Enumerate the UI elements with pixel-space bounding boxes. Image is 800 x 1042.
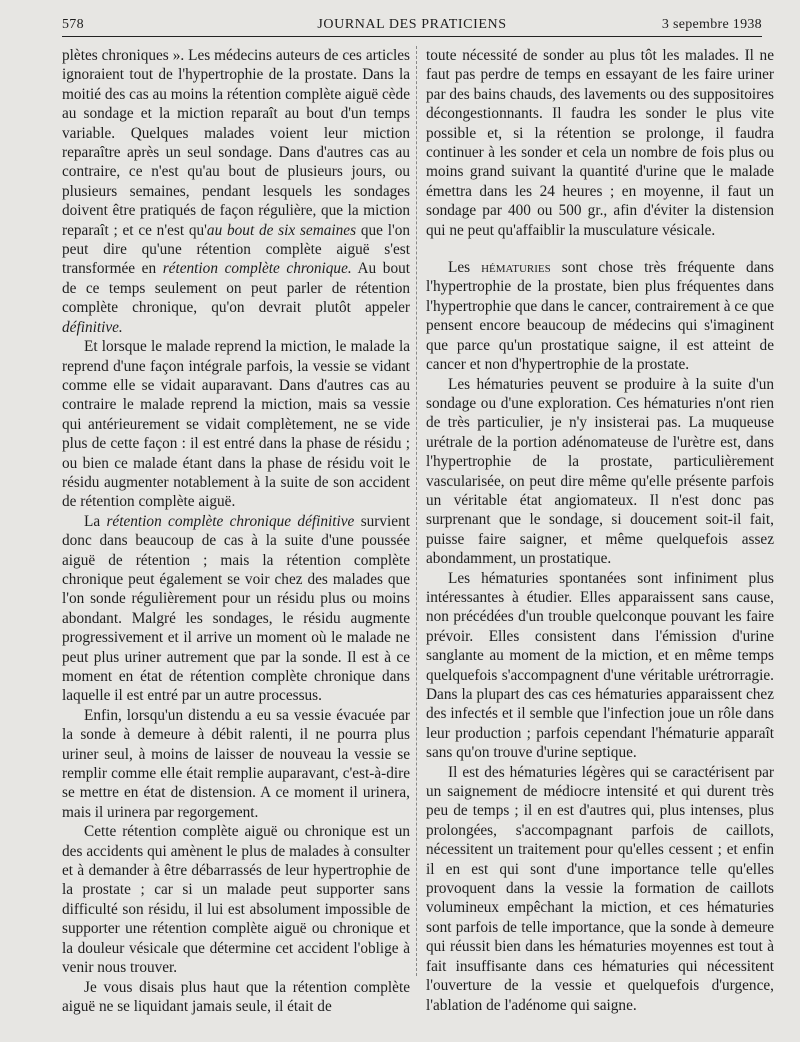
right-paragraph-5: Il est des hématuries légères qui se caractérisent par un saignement de médiocre intensité et qui durent très peu de temps ; il en est d'autres qui, plus intenses, plus prolongées, s'accompagnant parfois de caillots, nécessitent un traitement pour qu'elles cessent ; et enfin il en est qui sont d'une importance telle qu'elles provoquent dans la vessie la formation de caillots volumineux empêchant la miction, et ces hématuries sont parfois de telle importance, que la sonde à demeure qui réussit bien dans les hématuries moyennes est tout à fait insuffisante dans ces hématuries qui nécessitent l'ouverture de la vessie et quelquefois d'urgence, l'ablation de l'adénome qui saigne. xyxy=(426,763,774,1014)
text-run: sont chose très fréquente dans l'hypertrophie de la prostate, bien plus fréquentes dans l'hypertrophie que dans le cancer, contrairement à ce que pensent encore beaucoup de médecins qui s'imaginent que parce qu'un prostatique saigne, il est atteint de cancer et non d'hypertrophie de la prostate. xyxy=(426,259,774,374)
left-paragraph-6: Je vous disais plus haut que la rétention complète aiguë ne se liquidant jamais seule, il était de xyxy=(62,978,410,1015)
text-run: survient donc dans beaucoup de cas à la suite d'une poussée aiguë de rétention ; mais la rétention complète chronique peut également se voir chez des malades que l'on sonde régulièrement pour un résidu plus ou moins abondant. Malgré les sondages, le résidu augmente progressivement et il arrive un moment où le malade ne peut plus uriner autrement que par la sonde. Il est à ce moment en état de rétention complète chronique dans laquelle il est entré par un autre processus. xyxy=(62,512,410,705)
italic-run: rétention complète chronique. xyxy=(162,260,352,278)
left-paragraph-1 xyxy=(62,46,410,337)
left-paragraph-5: Cette rétention complète aiguë ou chronique est un des accidents qui amènent le plus de malades à consulter et à demander à être débarrassés de leur hypertrophie de la prostate ; car si un malade peut supporter sans difficulté son résidu, il lui est absolument impossible de supporter une rétention complète aiguë ou chronique et la douleur vésicale que détermine cet accident l'oblige à venir nous trouver. xyxy=(62,823,410,977)
column-divider xyxy=(416,46,417,976)
journal-title: JOURNAL DES PRATICIENS xyxy=(317,17,507,32)
smallcaps-run: hématuries xyxy=(481,259,551,277)
right-paragraph-2 xyxy=(426,258,774,374)
text-run: que l'on peut dire qu'une rétention complète aiguë s'est transformée en xyxy=(62,221,410,278)
left-paragraph-2: Et lorsque le malade reprend la miction, le malade la reprend d'une façon intégrale parfois, la vessie se vidant comme elle se vidait auparavant. Dans d'autres cas au contraire le malade reprend la miction, mais sa vessie qui antérieurement se vidait complètement, ne se vide plus de cette façon : il est entré dans la phase de résidu ; ou bien ce malade étant dans la phase de résidu voit le résidu augmenter notablement à la suite de son accident de rétention complète aiguë. xyxy=(62,338,410,511)
right-paragraph-4: Les hématuries spontanées sont infiniment plus intéressantes à étudier. Elles apparaissent sans cause, non précédées d'un trouble quelconque pouvant les faire prévoir. Elles consistent dans l'émission d'urine sanglante au moment de la miction, et en même temps quelquefois s'accompagnent d'une véritable urétrorragie. Dans la plupart des cas ces hématuries apparaissent chez des infectés et il semble que l'infection joue un rôle dans leur production ; parfois cependant l'hématurie apparaît sans qu'on trouve d'urine septique. xyxy=(426,569,774,762)
issue-date: 3 sepembre 1938 xyxy=(661,17,762,32)
text-run: La xyxy=(84,512,107,530)
italic-run: au bout de six semaines xyxy=(206,221,357,239)
left-column xyxy=(62,46,410,1016)
right-paragraph-1: toute nécessité de sonder au plus tôt les malades. Il ne faut pas perdre de temps en essayant de les faire uriner par des bains chauds, des lavements ou des suppositoires décongestionnants. Il faudra les sonder le plus vite possible et, si la rétention se prolonge, il faudra continuer à les sonder et cela un nombre de fois plus ou moins grand suivant la quantité d'urine que le malade émettra dans les 24 heures ; en moyenne, il faut un sondage par 400 ou 500 gr., afin d'éviter la distension qui ne peut qu'affaiblir la musculature vésicale. xyxy=(426,47,774,239)
text-run: Au bout de ce temps seulement on peut parler de rétention complète chronique, qu'on devrait plutôt appeler xyxy=(62,260,410,317)
left-paragraph-4: Enfin, lorsqu'un distendu a eu sa vessie évacuée par la sonde à demeure à débit ralenti, il ne pourra plus uriner seul, à moins de laisser de nouveau la vessie se remplir comme elle était remplie auparavant, c'est-à-dire se mettre en état de distension. A ce moment il urinera, mais il urinera par regorgement. xyxy=(62,706,410,821)
right-column xyxy=(426,46,774,1015)
text-run: plètes chroniques ». Les médecins auteurs de ces articles ignoraient tout de l'hypertrophie de la prostate. Dans la moitié des cas au moins la rétention complète aiguë cède au sondage et la miction reparaît au bout d'un temps variable. Quelques malades voient leur miction reparaître après un seul sondage. Dans d'autres cas au contraire, ce n'est qu'au bout de plusieurs jours, ou plusieurs semaines, pendant lesquels les sondages doivent être pratiqués de façon régulière, que la miction reparaît ; et ce n'est qu' xyxy=(62,47,410,239)
page-number: 578 xyxy=(62,17,84,32)
header-rule xyxy=(62,36,762,37)
page-header xyxy=(62,12,762,36)
text-run: Les xyxy=(448,259,482,277)
italic-run: définitive. xyxy=(62,318,123,336)
left-paragraph-3 xyxy=(62,512,410,706)
right-paragraph-3: Les hématuries peuvent se produire à la suite d'un sondage ou d'une exploration. Ces hématuries n'ont rien de très particulier, je n'y insisterai pas. La muqueuse urétrale de la portion adénomateuse de l'urètre est, dans l'hypertrophie de la prostate, particulièrement vascularisée, on peut dire même qu'elle présente parfois un véritable état angiomateux. Il n'est donc pas surprenant que le sondage, si doucement soit-il fait, puisse faire saigner, et même quelquefois assez abondamment, un prostatique. xyxy=(426,375,774,568)
italic-run: rétention complète chronique définitive xyxy=(106,512,355,530)
